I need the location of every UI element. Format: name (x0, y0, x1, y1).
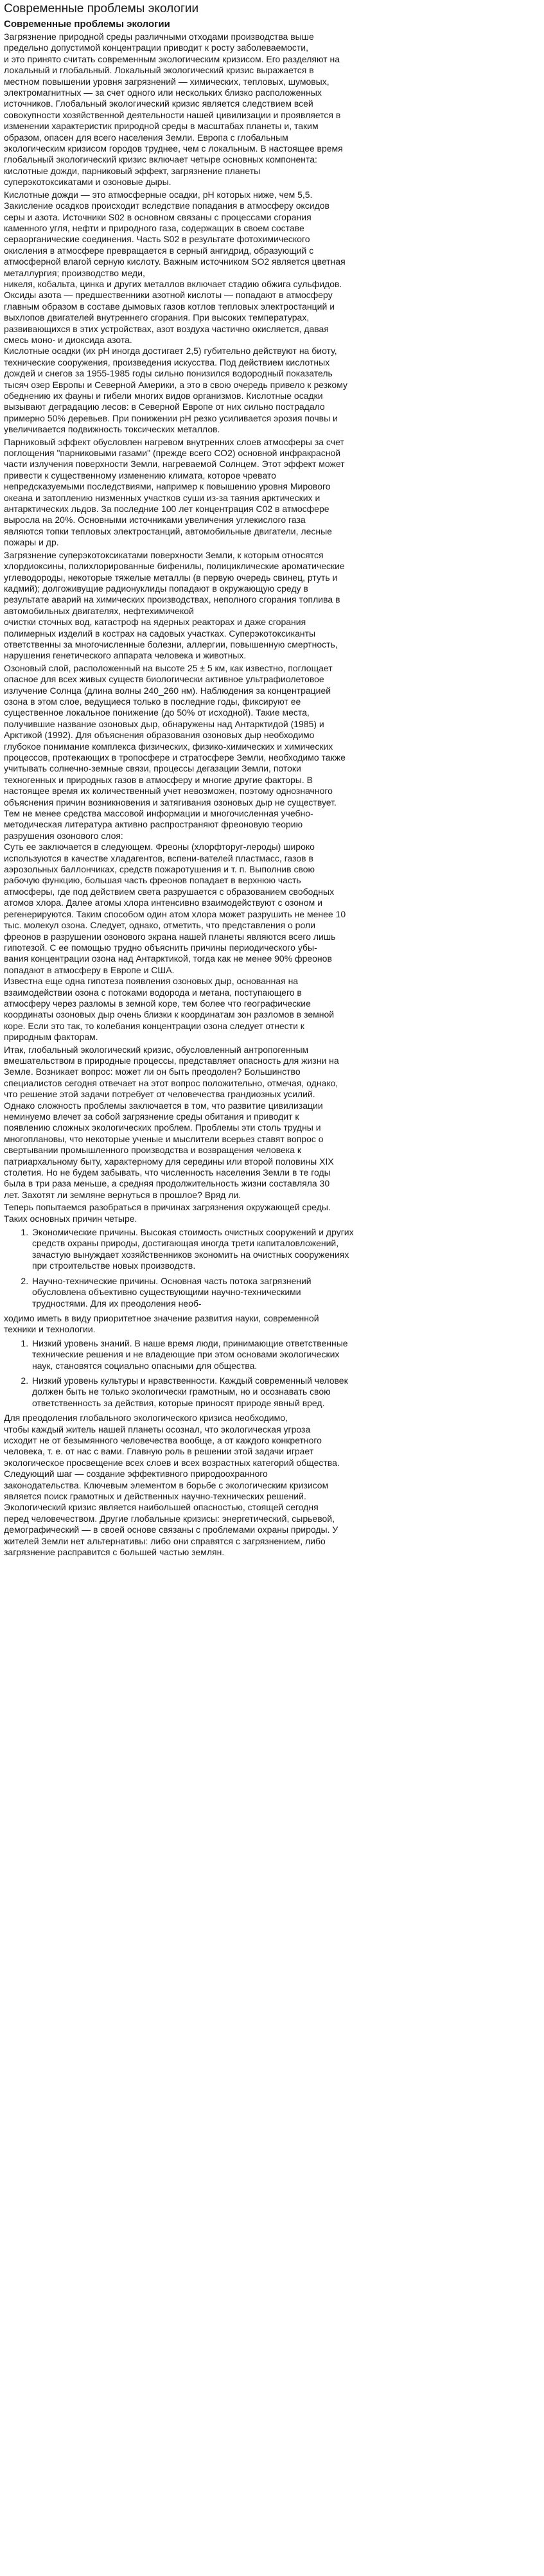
paragraph-intro: Загрязнение природной среды различными отходами производства выше предельно допустимой концентрации приводит к росту заболеваемости, и это принято считать современным экологическим кризисом. Его разделяют на локальный и глобальный. Локальный экологический кризис выражается в местном повышении уровня загрязнений — химических, тепловых, шумовых, электромагнитных — за счет одного или нескольких близко расположенных источников. Глобальный экологический кризис является следствием всей совокупности хозяйственной деятельности нашей цивилизации и проявляется в изменении характеристик природной среды в масштабах планеты и, таким образом, опасен для всего населения Земли. Европа с глобальным экологическим кризисом городов труднее, чем с локальным. В настоящее время глобальный экологический кризис включает четыре основных компонента: кислотные дожди, парниковый эффект, загрязнение планеты суперэкотоксикатами и озоновые дыры. (4, 31, 343, 188)
paragraph-ozone: Озоновый слой, расположенный на высоте 25 ± 5 км, как известно, поглощает опасное для всех живых существ биологически активное ультрафиолетовое излучение Солнца (длина волны 240_260 нм). Наблюдения за концентрацией озона в этом слое, ведущиеся только в последние годы, фиксируют ее существенное локальное понижение (до 50% от исходной). Такие места, получившие название озоновых дыр, обнаружены над Антарктидой (1985) и Арктикой (1992). Для объяснения образования озоновых дыр необходимо глубокое понимание комплекса физических, физико-химических и химических процессов, протекающих в тропосфере и стратосфере Земли, необходимо также учитывать солнечно-земные связи, процессы дегазации Земли, потоки техногенных и природных газов в атмосферу и многие другие факторы. В настоящее время их количественный учет невозможен, поэтому однозначного объяснения причин возникновения и затягивания озоновых дыр не существует. Тем не менее средства массовой информации и многочисленная учебно- методическая литература активно распространяют фреоновую теорию разрушения озонового слоя: Суть ее заключается в следующем. Фреоны (хлорфторуг-лероды) широко используются в качестве хладагентов, вспени-вателей пластмасс, газов в аэрозольных баллончиках, средств пожаротушения и т. п. Выполнив свою рабочую функцию, большая часть фреонов попадает в верхнюю часть атмосферы, где под действием света разрушается с образованием свободных атомов хлора. Далее атомы хлора интенсивно взаимодействуют с озоном и регенерируются. Таким способом один атом хлора может разрушить не менее 10 тыс. молекул озона. Следует, однако, отметить, что представления о роли фреонов в разрушении озонового экрана нашей планеты являются всего лишь гипотезой. С ее помощью трудно объяснить причины периодического убы- вания концентрации озона над Антарктикой, тогда как не менее 90% фреонов попадают в атмосферу в Европе и США. Известна еще одна гипотеза появления озоновых дыр, основанная на взаимодействии озона с потоками водорода и метана, поступающего в атмосферу через разломы в земной коре, тем более что географические координаты озоновых дыр очень близки к координатам зон разломов в земной коре. Если это так, то колебания концентрации озона следует отнести к природным факторам. (4, 662, 346, 1043)
list-item (31, 1375, 540, 1409)
list-item-text: Научно-технические причины. Основная часть потока загрязнений обусловлена объективно существующими научно-техническими трудностями. Для их преодоления необ- (32, 1275, 311, 1309)
list-item-text: Экономические причины. Высокая стоимость очистных сооружений и других средств охраны природы, достигающая иногда трети капиталовложений, зачастую вынуждает хозяйственников экономить на очистных сооружениях при строительстве новых производств. (32, 1227, 354, 1271)
paragraph-acid-rain: Кислотные дожди — это атмосферные осадки, рН которых ниже, чем 5,5. Закисление осадков происходит вследствие попадания в атмосферу оксидов серы и азота. Источники S02 в основном связаны с процессами сгорания каменного угля, нефти и природного газа, содержащих в своем составе сераорганические соединения. Часть S02 в результате фотохимического окисления в атмосфере превращается в серный ангидрид, образующий с атмосферной влагой серную кислоту. Важным источником SO2 является цветная металлургия; производство меди, никеля, кобальта, цинка и других металлов включает стадию обжига сульфидов. Оксиды азота — предшественники азотной кислоты — попадают в атмосферу главным образом в составе дымовых газов котлов тепловых электростанций и выхлопов двигателей внутреннего сгорания. При высоких температурах, развивающихся в этих устройствах, азот воздуха частично окисляется, давая смесь моно- и диоксида азота. Кислотные осадки (их рН иногда достигает 2,5) губительно действуют на биоту, технические сооружения, произведения искусства. Под действием кислотных дождей и снегов за 1955-1985 годы сильно понизился водородный показатель тысяч озер Европы и Северной Америки, а это в свою очередь привело к резкому обеднению их фауны и гибели многих видов организмов. Кислотные осадки вызывают деградацию лесов: в Северной Европе от них сильно пострадало примерно 50% деревьев. При понижении рН резко усиливается эрозия почвы и увеличивается подвижность токсических металлов. (4, 189, 347, 435)
paragraph-greenhouse: Парниковый эффект обусловлен нагревом внутренних слоев атмосферы за счет поглощения "парниковыми газами" (прежде всего СО2) основной инфракрасной части излучения поверхности Земли, нагреваемой Солнцем. Этот эффект может привести к существенному изменению климата, которое чревато непредсказуемыми последствиями, например к повышению уровня Мирового океана и затоплению низменных участков суши из-за таяния арктических и антарктических льдов. За последние 100 лет концентрация С02 в атмосфере выросла на 20%. Основными источниками увеличения углекислого газа являются топки тепловых электростанций, автомобильные двигатели, лесные пожары и др. (4, 436, 345, 548)
causes-list-2 (4, 1338, 540, 1409)
paragraph-causes-continued: ходимо иметь в виду приоритетное значение развития науки, современной техники и технологии. (4, 1312, 319, 1335)
page-title: Современные проблемы экологии (4, 2, 199, 15)
list-item (31, 1276, 540, 1309)
paragraph-superecotoxicants: Загрязнение суперэкотоксикатами поверхности Земли, к которым относятся хлордиоксины, полихлорированные бифенилы, полициклические ароматические углеводороды, некоторые тяжелые металлы (в первую очередь свинец, ртуть и кадмий); долгоживущие радионуклиды попадают в окружающую среду в результате аварий на химических производствах, неполного сгорания топлива в автомобильных двигателях, нефтехимичекой очистки сточных вод, катастроф на ядерных реакторах и даже сгорания полимерных изделий в кострах на садовых участках. Суперэкотоксиканты ответственны за многочисленные болезни, аллергии, повышенную смертность, нарушения генетического аппарата человека и животных. (4, 549, 345, 661)
list-item (31, 1227, 540, 1272)
list-item-text: Низкий уровень знаний. В наше время люди, принимающие ответственные технические решения и не владеющие при этом основами экологических наук, становятся социально опасными для общества. (32, 1337, 348, 1371)
paragraph-crisis: Итак, глобальный экологический кризис, обусловленный антропогенным вмешательством в природные процессы, представляет опасность для жизни на Земле. Возникает вопрос: может ли он быть преодолен? Большинство специалистов сегодня отвечает на этот вопрос положительно, отмечая, однако, что решение этой задачи потребует от человечества грандиозных усилий. Однако сложность проблемы заключается в том, что развитие цивилизации неминуемо влечет за собой загрязнение среды обитания и приводит к появлению сложных экологических проблем. Проблемы эти столь трудны и многоплановы, что некоторые ученые и мыслители всерьез ставят вопрос о свертывании промышленного производства и возвращения человека к патриархальному быту, характерному для середины или второй половины XIX столетия. Но не будем забывать, что численность населения Земли в те годы была в три раза меньше, а средняя продолжительность жизни составляла 30 лет. Захотят ли земляне вернуться в прошлое? Вряд ли. (4, 1044, 339, 1200)
list-item-text: Низкий уровень культуры и нравственности. Каждый современный человек должен быть не только экологически грамотным, но и осознавать свою ответственность за действия, которые приносят природе явный вред. (32, 1375, 348, 1408)
list-item (31, 1338, 540, 1372)
paragraph-conclusion: Для преодоления глобального экологического кризиса необходимо, чтобы каждый житель нашей планеты осознал, что экологическая угроза исходит не от безымянного человечества вообще, а от каждого конкретного человека, т. е. от нас с вами. Главную роль в решении этой задачи играет экологическое просвещение всех слоев и всех возрастных категорий общества. Следующий шаг — создание эффективного природоохранного законодательства. Ключевым элементом в борьбе с экологическим кризисом является поиск грамотных и действенных научно-технических решений. Экологический кризис является наибольшей опасностью, стоящей сегодня перед человечеством. Другие глобальные кризисы: энергетический, сырьевой, демографический — в своей основе связаны с проблемами охраны природы. У жителей Земли нет альтернативы: либо они справятся с загрязнением, либо загрязнение расправится с большей частью землян. (4, 1413, 340, 1558)
causes-list (4, 1227, 540, 1309)
paragraph-causes-intro: Теперь попытаемся разобраться в причинах загрязнения окружающей среды. Таких основных причин четыре. (4, 1202, 331, 1224)
document-heading: Современные проблемы экологии (4, 19, 170, 30)
